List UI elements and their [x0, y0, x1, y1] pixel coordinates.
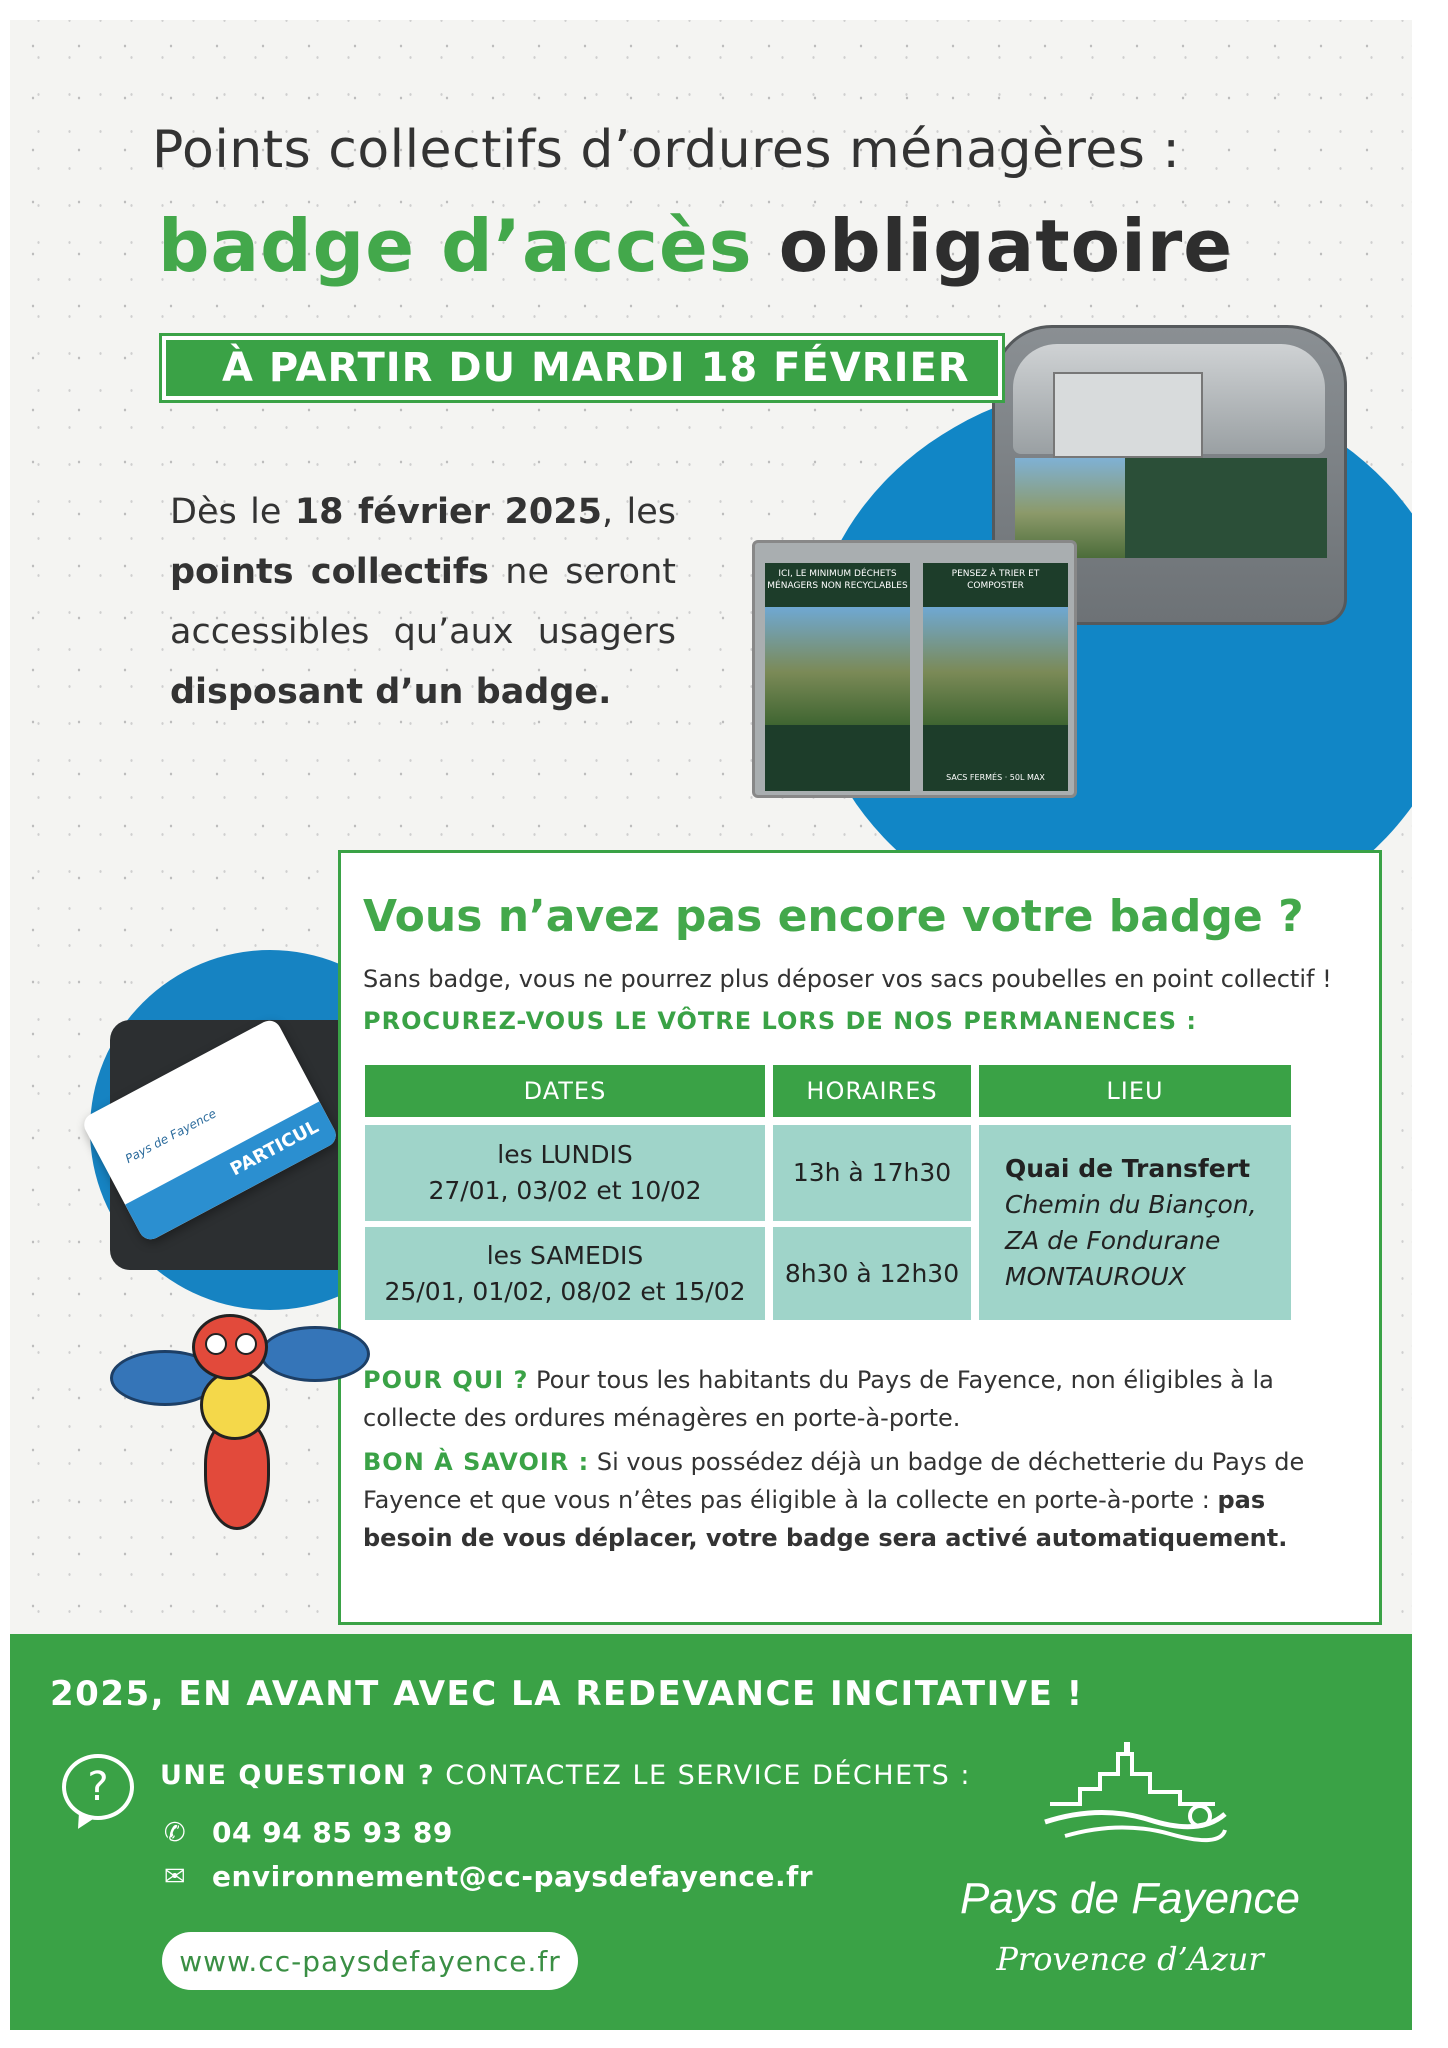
- website-link[interactable]: www.cc-paysdefayence.fr: [162, 1932, 578, 1990]
- info-box-subtitle: Sans badge, vous ne pourrez plus déposer vos sacs poubelles en point collectif !: [363, 965, 1332, 993]
- lieu-name: Quai de Transfert: [1005, 1153, 1251, 1183]
- start-date-banner: À PARTIR DU MARDI 18 FÉVRIER: [162, 336, 1002, 400]
- bon-a-savoir-text: Si vous possédez déjà un badge de déchetterie du Pays de Fayence et que vous n’êtes pas éligible à la collecte en porte-à-porte :: [363, 1448, 1305, 1514]
- row1-date-line2: 27/01, 03/02 et 10/02: [428, 1176, 702, 1205]
- row2-date-line1: les SAMEDIS: [486, 1240, 644, 1270]
- envelope-icon: ✉: [163, 1861, 187, 1892]
- mascot-head: [192, 1314, 268, 1380]
- contact-email[interactable]: [160, 1860, 813, 1893]
- mascot-wing-right: [260, 1326, 370, 1382]
- footer-title: 2025, EN AVANT AVEC LA REDEVANCE INCITATIVE !: [50, 1674, 1084, 1714]
- container-panel-right: [923, 563, 1068, 791]
- email-link[interactable]: environnement@cc-paysdefayence.fr: [212, 1860, 814, 1893]
- bon-a-savoir-paragraph: [363, 1443, 1323, 1557]
- intro-badge: disposant d’un badge.: [170, 672, 612, 712]
- headline-subtitle: [158, 204, 1233, 288]
- question-bubble-icon: ?: [62, 1754, 134, 1820]
- header-lieu: LIEU: [979, 1065, 1291, 1117]
- phone-icon: ✆: [163, 1817, 187, 1848]
- headline-title: Points collectifs d’ordures ménagères :: [152, 120, 1181, 180]
- table-row-dates: [365, 1227, 765, 1320]
- village-logo-icon: [1040, 1734, 1230, 1854]
- bon-a-savoir-bold: pas besoin de vous déplacer, votre badge sera activé automatiquement.: [363, 1486, 1288, 1552]
- header-dates: DATES: [365, 1065, 765, 1117]
- green-footer: [10, 1634, 1412, 2030]
- container-panel-left: [765, 563, 910, 791]
- schedule-table: [365, 1065, 1291, 1320]
- contact-question: UNE QUESTION ?: [160, 1760, 436, 1791]
- intro-points: points collectifs: [170, 552, 489, 592]
- mascot-body: [200, 1370, 270, 1440]
- permanences-heading: PROCUREZ-VOUS LE VÔTRE LORS DE NOS PERMANENCES :: [363, 1007, 1198, 1035]
- intro-paragraph: [170, 482, 676, 722]
- mascot-eye: [235, 1333, 257, 1355]
- lieu-line1: Chemin du Biançon,: [1005, 1189, 1257, 1219]
- container-lid: [1013, 344, 1325, 454]
- panel-right-footer: SACS FERMÉS · 50L MAX: [946, 773, 1045, 782]
- phone-number[interactable]: 04 94 85 93 89: [212, 1816, 453, 1849]
- landscape-photo: [923, 607, 1068, 725]
- table-row-time: 13h à 17h30: [773, 1125, 971, 1221]
- table-row-dates: [365, 1125, 765, 1221]
- logo-tagline: Provence d’Azur: [996, 1940, 1264, 1978]
- mascot-eye: [205, 1333, 227, 1355]
- header-horaires: HORAIRES: [773, 1065, 971, 1117]
- badge-stripe: PARTICUL: [125, 1101, 340, 1243]
- badge-brand: Pays de Fayence: [122, 1106, 219, 1167]
- small-container-illustration: [752, 540, 1077, 798]
- container-slot: [1053, 372, 1203, 458]
- row2-date-line2: 25/01, 01/02, 08/02 et 15/02: [384, 1276, 746, 1306]
- mascot-insect-illustration: [110, 1290, 360, 1550]
- row1-date-line1: les LUNDIS: [497, 1140, 633, 1169]
- panel-left-heading: ICI, LE MINIMUM DÉCHETS MÉNAGERS NON RECYCLABLES: [767, 569, 908, 591]
- contact-phone[interactable]: [160, 1816, 453, 1849]
- intro-date: 18 février 2025: [294, 492, 602, 532]
- table-cell-lieu: [979, 1125, 1291, 1320]
- pays-de-fayence-logo: [950, 1734, 1310, 2004]
- flyer-sheet: [10, 20, 1412, 2030]
- headline-green-part: badge d’accès: [158, 204, 753, 288]
- info-box-title: Vous n’avez pas encore votre badge ?: [363, 891, 1304, 942]
- panel-right-heading: PENSEZ À TRIER ET COMPOSTER: [951, 569, 1040, 591]
- village-photo: [765, 607, 910, 725]
- bon-a-savoir-key: BON À SAVOIR :: [363, 1448, 590, 1476]
- intro-text-2: , les: [601, 492, 676, 532]
- intro-text-3: ne seront accessibles qu’aux usagers: [170, 552, 676, 652]
- table-row-time: 8h30 à 12h30: [773, 1227, 971, 1320]
- pour-qui-key: POUR QUI ?: [363, 1366, 529, 1394]
- contact-heading: [160, 1760, 971, 1791]
- badge-info-box: [338, 850, 1382, 1625]
- logo-name: Pays de Fayence: [960, 1874, 1300, 1923]
- intro-text-1: Dès le: [170, 492, 295, 532]
- pour-qui-paragraph: [363, 1361, 1323, 1437]
- contact-text: CONTACTEZ LE SERVICE DÉCHETS :: [435, 1760, 971, 1791]
- pour-qui-text: Pour tous les habitants du Pays de Fayence, non éligibles à la collecte des ordures ménagères en porte-à-porte.: [363, 1366, 1274, 1432]
- lieu-line3: MONTAUROUX: [1005, 1261, 1186, 1291]
- lieu-line2: ZA de Fondurane: [1005, 1225, 1221, 1255]
- headline-dark-part: obligatoire: [778, 204, 1234, 288]
